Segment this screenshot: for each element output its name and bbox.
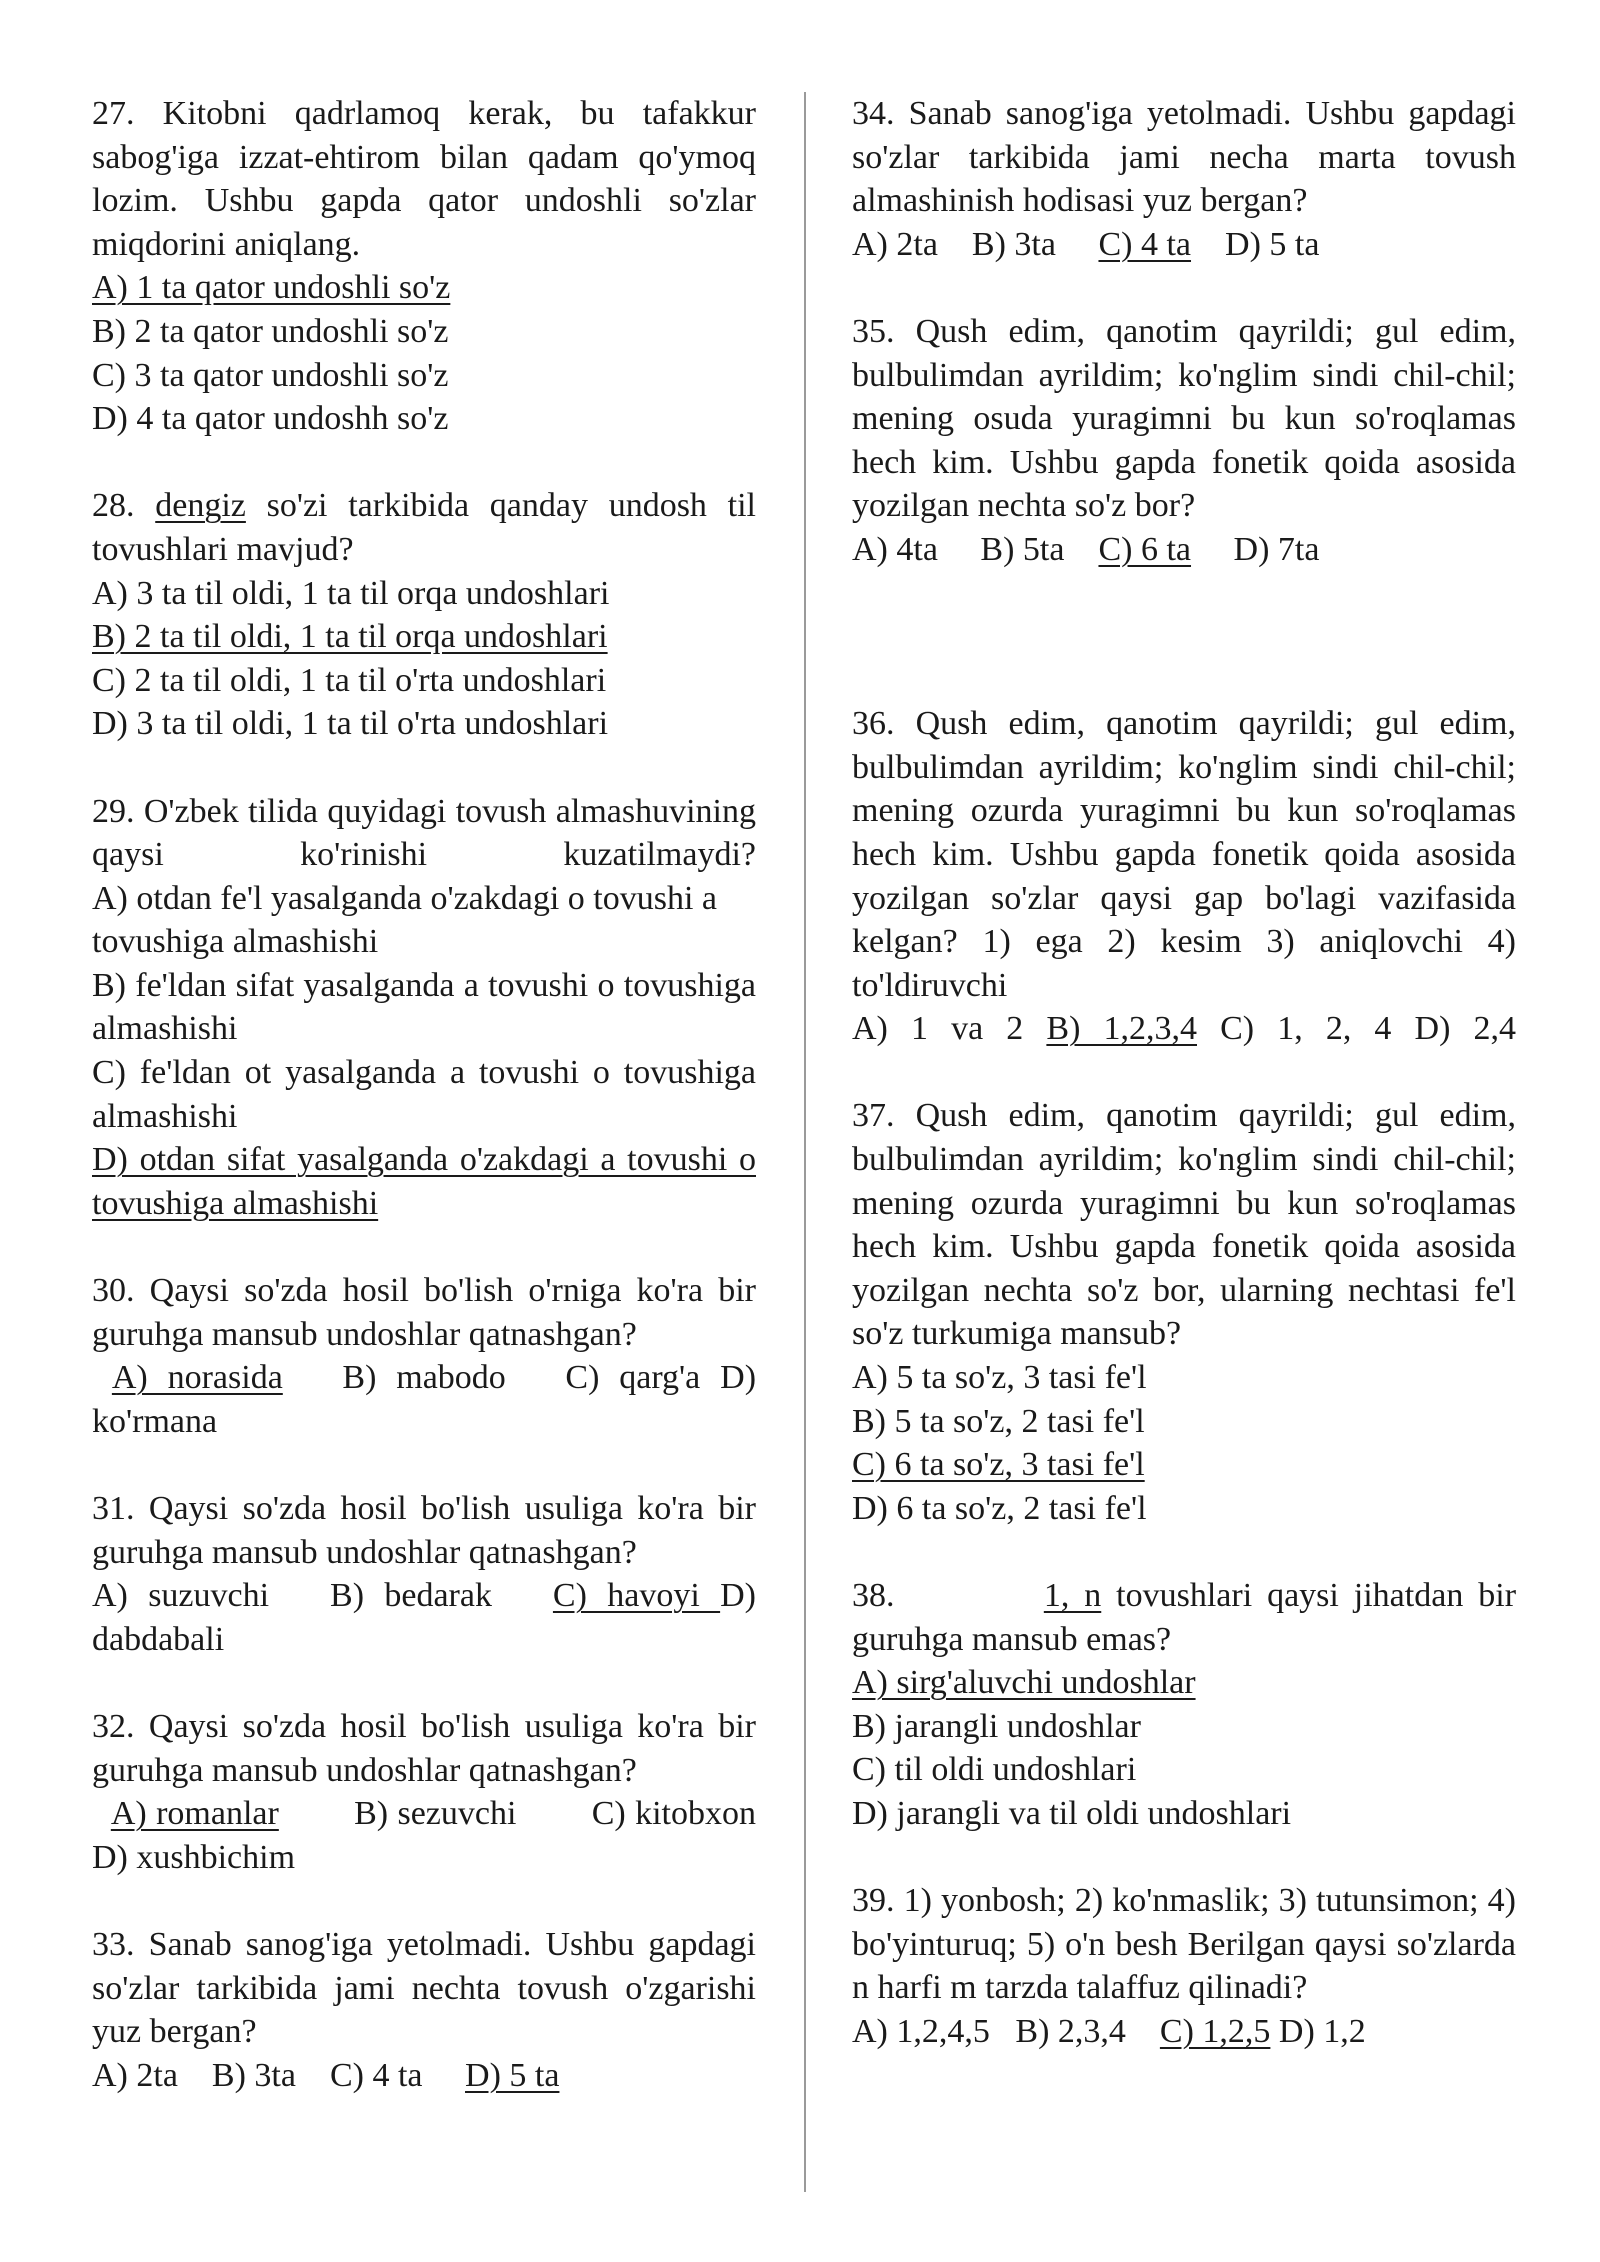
column-divider: [804, 92, 806, 2192]
spacer: [852, 615, 1516, 702]
question-33: [92, 1923, 756, 2097]
question-31: [92, 1487, 756, 1661]
question-39-stem: 39. 1) yonbosh; 2) ko'nmaslik; 3) tutunsimon; 4) bo'yinturuq; 5) o'n besh Berilgan qaysi so'zlarda n harfi m tarzda talaffuz qilinadi?: [852, 1882, 1516, 2007]
question-36-options: [852, 1007, 1516, 1051]
question-36-option-a[interactable]: A) 1 va 2: [852, 1010, 1024, 1048]
question-37-option-c[interactable]: C) 6 ta so'z, 3 tasi fe'l: [852, 1446, 1145, 1484]
question-34-option-a[interactable]: A) 2ta: [852, 225, 938, 263]
question-32-option-d[interactable]: D) xushbichim: [92, 1838, 296, 1876]
question-28-option-a[interactable]: A) 3 ta til oldi, 1 ta til orqa undoshlari: [92, 574, 610, 612]
question-30-stem: 30. Qaysi so'zda hosil bo'lish o'rniga ko'ra bir guruhga mansub undoshlar qatnashgan?: [92, 1272, 756, 1353]
question-30: [92, 1269, 756, 1443]
question-33-option-a[interactable]: A) 2ta: [92, 2056, 178, 2094]
question-35-options: [852, 528, 1516, 572]
question-39-option-a[interactable]: A) 1,2,4,5: [852, 2012, 990, 2050]
question-31-options: [92, 1574, 756, 1661]
question-30-option-b[interactable]: B) mabodo: [342, 1359, 506, 1397]
question-37-option-d[interactable]: D) 6 ta so'z, 2 tasi fe'l: [852, 1489, 1147, 1527]
question-29-option-c[interactable]: C) fe'ldan ot yasalganda a tovushi o tovushiga almashishi: [92, 1054, 756, 1135]
question-29-option-a[interactable]: A) otdan fe'l yasalganda o'zakdagi o tovushi a tovushiga almashishi: [92, 879, 717, 961]
question-39-option-d[interactable]: D) 1,2: [1278, 2012, 1366, 2050]
question-38-option-b[interactable]: B) jarangli undoshlar: [852, 1707, 1141, 1745]
question-37-option-b[interactable]: B) 5 ta so'z, 2 tasi fe'l: [852, 1402, 1145, 1440]
question-32-options: [92, 1792, 756, 1879]
question-28-number: 28.: [92, 487, 135, 525]
question-28-option-b[interactable]: B) 2 ta til oldi, 1 ta til orqa undoshlari: [92, 618, 608, 656]
question-33-option-d[interactable]: D) 5 ta: [465, 2056, 560, 2094]
question-38-option-c[interactable]: C) til oldi undoshlari: [852, 1751, 1137, 1789]
question-34: [852, 92, 1516, 266]
question-38-number: 38.: [852, 1577, 895, 1614]
question-33-option-b[interactable]: B) 3ta: [211, 2056, 296, 2094]
question-32: [92, 1705, 756, 1879]
question-39-options: [852, 2010, 1516, 2054]
question-39: [852, 1879, 1516, 2053]
question-27-option-b[interactable]: B) 2 ta qator undoshli so'z: [92, 312, 449, 350]
question-36-option-d[interactable]: D) 2,4: [1414, 1010, 1517, 1048]
question-36-option-c[interactable]: C) 1, 2, 4: [1220, 1010, 1392, 1048]
question-32-option-c[interactable]: C) kitobxon: [591, 1795, 756, 1833]
question-27-stem: 27. Kitobni qadrlamoq kerak, bu tafakkur sabog'iga izzat-ehtirom bilan qadam qo'ymoq lozim. Ushbu gapda qator undoshli so'zlar miqdorini aniqlang.: [92, 95, 756, 263]
question-31-option-b[interactable]: B) bedarak: [330, 1577, 492, 1615]
question-37-stem: 37. Qush edim, qanotim qayrildi; gul edim, bulbulimdan ayrildim; ko'nglim sindi chil-chil; mening ozurda yuragimni bu kun so'roqlamas hech kim. Ushbu gapda fonetik qoida asosida yozilgan nechta so'z bor, ularning nechtasi fe'l so'z turkumiga mansub?: [852, 1097, 1516, 1353]
question-36-option-b[interactable]: B) 1,2,3,4: [1046, 1010, 1197, 1048]
question-32-stem: 32. Qaysi so'zda hosil bo'lish usuliga ko'ra bir guruhga mansub undoshlar qatnashgan?: [92, 1707, 756, 1789]
question-37-option-a[interactable]: A) 5 ta so'z, 3 tasi fe'l: [852, 1359, 1147, 1397]
question-30-option-d[interactable]: D) ko'rmana: [92, 1359, 757, 1440]
question-33-stem: 33. Sanab sanog'iga yetolmadi. Ushbu gapdagi so'zlar tarkibida jami nechta tovush o'zgarishi yuz bergan?: [92, 1925, 756, 2051]
question-29: [92, 790, 756, 1226]
question-38-stem-rest: tovushlari qaysi jihatdan bir guruhga mansub emas?: [852, 1577, 1517, 1658]
right-column: [852, 92, 1516, 2097]
question-38-stem: [852, 1574, 1516, 1661]
question-34-option-c[interactable]: C) 4 ta: [1098, 225, 1192, 263]
question-33-options: [92, 2054, 756, 2098]
question-35-option-d[interactable]: D) 7ta: [1233, 530, 1320, 568]
question-37: [852, 1094, 1516, 1530]
question-29-option-d[interactable]: D) otdan sifat yasalganda o'zakdagi a tovushi o tovushiga almashishi: [92, 1141, 756, 1222]
question-27-option-a[interactable]: A) 1 ta qator undoshli so'z: [92, 269, 451, 307]
question-28: [92, 484, 756, 746]
question-34-option-d[interactable]: D) 5 ta: [1225, 225, 1320, 263]
question-34-options: [852, 223, 1516, 267]
question-28-option-c[interactable]: C) 2 ta til oldi, 1 ta til o'rta undoshlari: [92, 661, 607, 699]
question-27-option-d[interactable]: D) 4 ta qator undoshh so'z: [92, 400, 449, 438]
question-38-option-a[interactable]: A) sirg'aluvchi undoshlar: [852, 1664, 1196, 1702]
question-31-option-d[interactable]: D) dabdabali: [92, 1577, 756, 1658]
question-27: [92, 92, 756, 441]
question-31-option-c[interactable]: C) havoyi: [552, 1577, 721, 1615]
question-33-option-c[interactable]: C) 4 ta: [329, 2056, 423, 2094]
question-32-option-a[interactable]: A) romanlar: [110, 1795, 279, 1833]
question-38: [852, 1574, 1516, 1836]
question-28-stem-rest: so'zi tarkibida qanday undosh til tovushlari mavjud?: [92, 487, 756, 568]
question-38-option-d[interactable]: D) jarangli va til oldi undoshlari: [852, 1794, 1292, 1832]
question-34-option-b[interactable]: B) 3ta: [971, 225, 1056, 263]
left-column: [92, 92, 756, 2141]
question-35-stem: 35. Qush edim, qanotim qayrildi; gul edim, bulbulimdan ayrildim; ko'nglim sindi chil-chil; mening osuda yuragimni bu kun so'roqlamas hech kim. Ushbu gapda fonetik qoida asosida yozilgan nechta so'z bor?: [852, 312, 1516, 525]
question-35-option-b[interactable]: B) 5ta: [980, 530, 1065, 568]
question-32-option-b[interactable]: B) sezuvchi: [354, 1795, 517, 1833]
question-35: [852, 310, 1516, 572]
question-38-keyword: 1, n: [1043, 1577, 1102, 1614]
question-27-option-c[interactable]: C) 3 ta qator undoshli so'z: [92, 356, 449, 394]
question-31-stem: 31. Qaysi so'zda hosil bo'lish usuliga ko'ra bir guruhga mansub undoshlar qatnashgan?: [92, 1490, 756, 1571]
question-31-option-a[interactable]: A) suzuvchi: [92, 1577, 270, 1615]
question-39-option-c[interactable]: C) 1,2,5: [1159, 2012, 1271, 2050]
question-28-option-d[interactable]: D) 3 ta til oldi, 1 ta til o'rta undoshlari: [92, 705, 609, 743]
question-36-stem: 36. Qush edim, qanotim qayrildi; gul edim, bulbulimdan ayrildim; ko'nglim sindi chil-chil; mening ozurda yuragimni bu kun so'roqlamas hech kim. Ushbu gapda fonetik qoida asosida yozilgan so'zlar qaysi gap bo'lagi vazifasida kelgan? 1) ega 2) kesim 3) aniqlovchi 4) to'ldiruvchi: [852, 705, 1516, 1004]
question-28-keyword: dengiz: [155, 487, 246, 525]
question-34-stem: 34. Sanab sanog'iga yetolmadi. Ushbu gapdagi so'zlar tarkibida jami necha marta tovush almashinish hodisasi yuz bergan?: [852, 95, 1516, 220]
question-35-option-a[interactable]: A) 4ta: [852, 530, 938, 568]
question-36: [852, 702, 1516, 1051]
question-39-option-b[interactable]: B) 2,3,4: [1015, 2012, 1126, 2050]
question-30-option-a[interactable]: A) norasida: [111, 1359, 283, 1397]
question-35-option-c[interactable]: C) 6 ta: [1098, 530, 1192, 568]
question-30-options: [92, 1356, 756, 1443]
question-30-option-c[interactable]: C) qarg'a: [565, 1359, 701, 1397]
question-28-stem: [92, 484, 756, 571]
question-29-option-b[interactable]: B) fe'ldan sifat yasalganda a tovushi o tovushiga almashishi: [92, 966, 756, 1048]
question-29-stem: 29. O'zbek tilida quyidagi tovush almashuvining qaysi ko'rinishi kuzatilmaydi?: [92, 792, 756, 874]
